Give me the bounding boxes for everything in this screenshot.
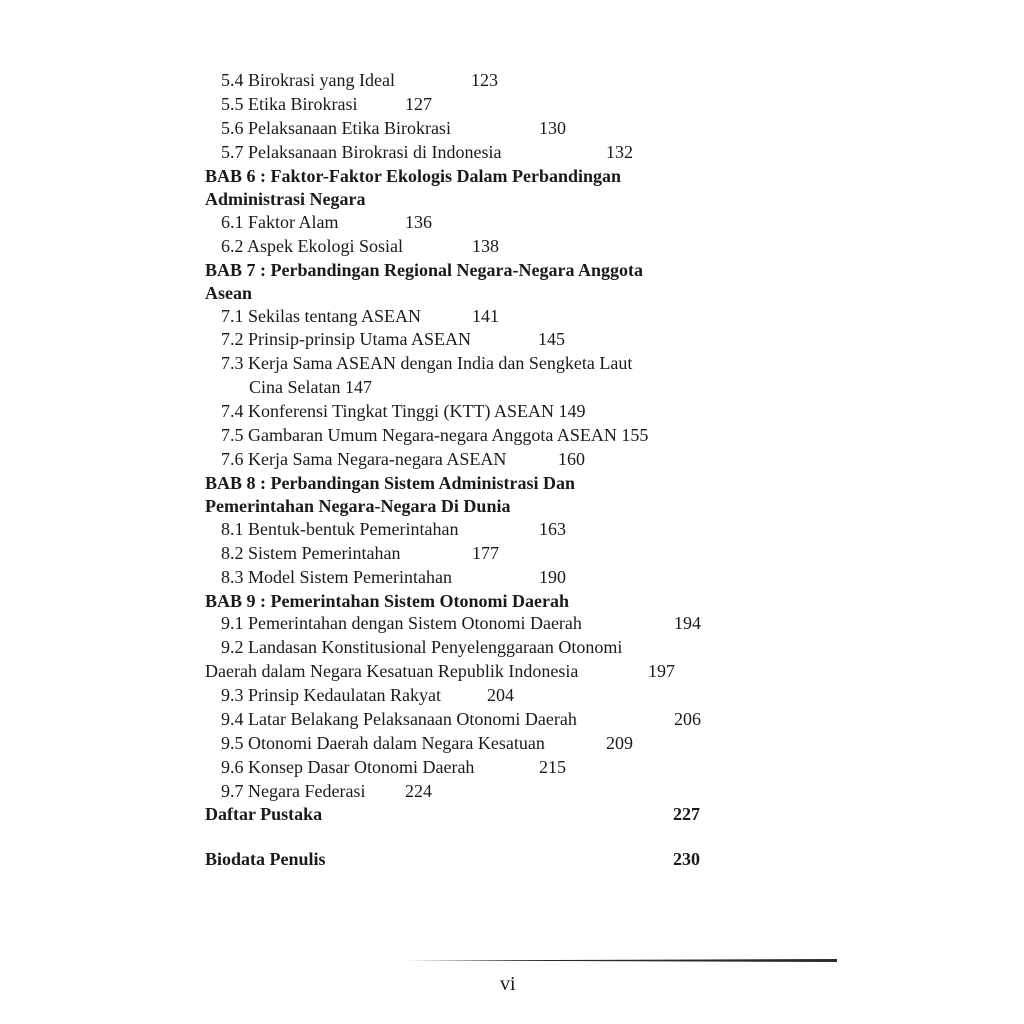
toc-page-6-2: 138 (472, 236, 499, 256)
toc-entry-8-2: 8.2 Sistem Pemerintahan (221, 543, 401, 563)
toc-entry-7-3-line1: 7.3 Kerja Sama ASEAN dengan India dan Sengketa Laut (221, 353, 633, 373)
toc-page-9-6: 215 (539, 757, 566, 777)
toc-entry-9-1: 9.1 Pemerintahan dengan Sistem Otonomi Daerah (221, 613, 582, 633)
chapter-6-heading-line1: BAB 6 : Faktor-Faktor Ekologis Dalam Perbandingan (205, 166, 622, 186)
chapter-8-heading-line2: Pemerintahan Negara-Negara Di Dunia (205, 496, 511, 516)
toc-page-biodata: 230 (673, 849, 700, 869)
toc-entry-5-4: 5.4 Birokrasi yang Ideal (221, 70, 395, 90)
toc-page-7-6: 160 (558, 449, 585, 469)
toc-entry-8-3: 8.3 Model Sistem Pemerintahan (221, 567, 452, 587)
toc-page-8-3: 190 (539, 567, 566, 587)
toc-page-8-2: 177 (472, 543, 499, 563)
toc-entry-8-1: 8.1 Bentuk-bentuk Pemerintahan (221, 519, 459, 539)
toc-entry-9-4: 9.4 Latar Belakang Pelaksanaan Otonomi Daerah (221, 709, 577, 729)
toc-entry-9-3: 9.3 Prinsip Kedaulatan Rakyat (221, 685, 441, 705)
toc-entry-5-7: 5.7 Pelaksanaan Birokrasi di Indonesia (221, 142, 502, 162)
toc-entry-9-2-line2: Daerah dalam Negara Kesatuan Republik Indonesia (205, 661, 579, 681)
toc-entry-7-2: 7.2 Prinsip-prinsip Utama ASEAN (221, 329, 471, 349)
chapter-6-heading-line2: Administrasi Negara (205, 189, 366, 209)
footer-rule (405, 959, 837, 962)
chapter-7-heading-line2: Asean (205, 283, 253, 303)
toc-page-5-5: 127 (405, 94, 432, 114)
toc-entry-5-5: 5.5 Etika Birokrasi (221, 94, 358, 114)
toc-page-5-4: 123 (471, 70, 498, 90)
toc-page-8-1: 163 (539, 519, 566, 539)
toc-page-5-6: 130 (539, 118, 566, 138)
toc-entry-9-7: 9.7 Negara Federasi (221, 781, 366, 801)
toc-entry-6-1: 6.1 Faktor Alam (221, 212, 339, 232)
toc-entry-7-5: 7.5 Gambaran Umum Negara-negara Anggota ASEAN 155 (221, 425, 649, 445)
toc-entry-7-1: 7.1 Sekilas tentang ASEAN (221, 306, 421, 326)
page-number: vi (500, 973, 516, 995)
toc-entry-biodata: Biodata Penulis (205, 849, 326, 869)
toc-entry-5-6: 5.6 Pelaksanaan Etika Birokrasi (221, 118, 451, 138)
toc-page-6-1: 136 (405, 212, 432, 232)
toc-page-9-1: 194 (674, 613, 701, 633)
toc-entry-9-5: 9.5 Otonomi Daerah dalam Negara Kesatuan (221, 733, 545, 753)
chapter-8-heading-line1: BAB 8 : Perbandingan Sistem Administrasi Dan (205, 473, 576, 493)
toc-entry-7-3-line2: Cina Selatan 147 (249, 377, 372, 397)
toc-page-daftar-pustaka: 227 (673, 804, 700, 824)
toc-entry-9-6: 9.6 Konsep Dasar Otonomi Daerah (221, 757, 475, 777)
toc-entry-7-6: 7.6 Kerja Sama Negara-negara ASEAN (221, 449, 507, 469)
toc-entry-7-4: 7.4 Konferensi Tingkat Tinggi (KTT) ASEAN 149 (221, 401, 586, 421)
toc-page-9-3: 204 (487, 685, 514, 705)
chapter-9-heading: BAB 9 : Pemerintahan Sistem Otonomi Daerah (205, 591, 569, 611)
toc-page-7-1: 141 (472, 306, 499, 326)
toc-page-7-2: 145 (538, 329, 565, 349)
toc-entry-daftar-pustaka: Daftar Pustaka (205, 804, 323, 824)
toc-page-9-2: 197 (648, 661, 675, 681)
toc-page-5-7: 132 (606, 142, 633, 162)
toc-entry-9-2-line1: 9.2 Landasan Konstitusional Penyelenggaraan Otonomi (221, 637, 623, 657)
toc-entry-6-2: 6.2 Aspek Ekologi Sosial (221, 236, 404, 256)
toc-page-9-5: 209 (606, 733, 633, 753)
toc-page-9-4: 206 (674, 709, 701, 729)
toc-page-9-7: 224 (405, 781, 432, 801)
chapter-7-heading-line1: BAB 7 : Perbandingan Regional Negara-Negara Anggota (205, 260, 643, 280)
